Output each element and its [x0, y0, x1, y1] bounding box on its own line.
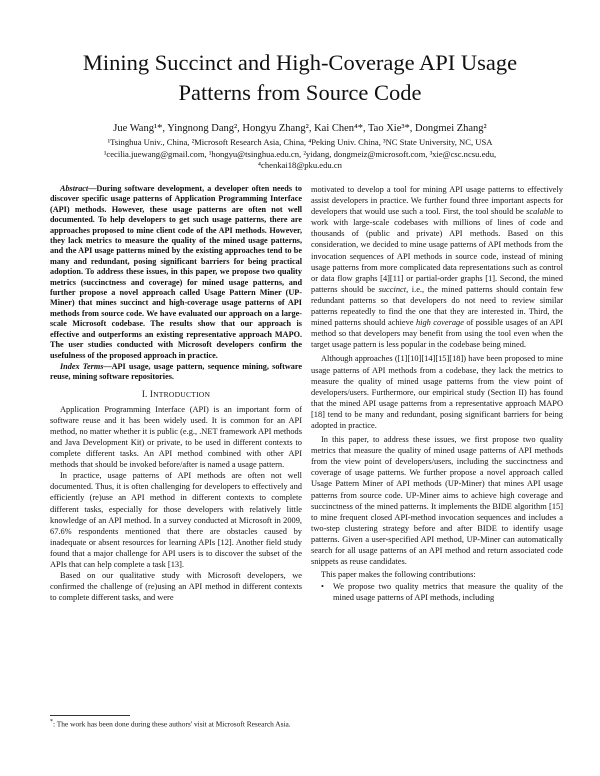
- intro-paragraph: Application Programming Interface (API) is an important form of software reuse and it has been widely used. It is common for an API method, no matter whether it is public (e.g., .NET framework API methods and Java Development Kit) or private, to be used in different contexts to complete different tasks. An API method combined with other API methods that should be invoked before/after is named a usage pattern.: [50, 404, 302, 470]
- title-line-1: Mining Succinct and High-Coverage API Usage: [82, 50, 518, 75]
- footnote-text: : The work has been done during these authors' visit at Microsoft Research Asia.: [53, 719, 291, 729]
- email-line: ¹cecilia.juewang@gmail.com, ¹hongyu@tsinghua.edu.cn, ²yidang, dongmeiz@microsoft.com, ³xie@csc.ncsu.edu,: [103, 148, 497, 159]
- paper-title: [40, 48, 560, 108]
- section-heading-introduction: I. INTRODUCTION: [141, 388, 211, 399]
- left-column: [50, 184, 302, 603]
- intro-paragraph-continued: motivated to develop a tool for mining API usage patterns to effectively assist developers in practice. We further found three important aspects for developers that would use such a tool. First, the tool should be scalable to work with large-scale codebases with millions of lines of code and thousands of (public and private) API methods. Based on this consideration, we decided to mine usage patterns of API methods from the invocation sequences of API methods in source code, instead of mining usage patterns from more complicated data representations such as control or data flow graphs [4][11] or partial-order graphs [1]. Second, the mined patterns should be succinct, i.e., the mined patterns should contain few redundant patterns so that developers do not need to review similar patterns repeatedly to find the one that they are interested in. Third, the mined patterns should achieve high coverage of possible usages of an API method so that developers may benefit from using the tool even when the target usage pattern is less popular in the codebase being mined.: [311, 185, 563, 350]
- index-terms-text: —API usage, usage pattern, sequence mining, software reuse, mining software repositories.: [50, 361, 302, 382]
- intro-paragraph: Based on our qualitative study with Microsoft developers, we confirmed the challenge of (re)using an API method in different contexts to complete different tasks, and were: [50, 571, 302, 603]
- intro-paragraph: In this paper, to address these issues, we first propose two quality metrics that measure the quality of mined usage patterns of API methods from the view point of developers/users, including the succinctness and coverage of usage patterns. We further propose a novel approach called Usage Pattern Miner of API methods (UP-Miner) that mines API usage patterns from source code. UP-Miner aims to achieve high coverage and succinctness of the mined patterns. It implements the BIDE algorithm [15] to mine frequent closed API-method invocation sequences and includes a two-step clustering strategy before and after BIDE to identify usage patterns. Given a user-specified API method, UP-Miner can automatically search for all usage patterns of an API method and return associated code snippets as reuse candidates.: [311, 435, 563, 567]
- title-line-2: Patterns from Source Code: [178, 80, 422, 105]
- emphasis-succinct: succinct: [378, 284, 407, 294]
- intro-paragraph: This paper makes the following contributions:: [321, 570, 476, 580]
- right-column: [311, 184, 563, 603]
- index-terms-label: Index Terms: [60, 361, 104, 371]
- emphasis-high-coverage: high coverage: [415, 318, 464, 328]
- footnote: [50, 718, 302, 729]
- index-terms: [50, 362, 302, 383]
- footnote-marker: *: [50, 719, 53, 725]
- abstract-label: Abstract: [60, 184, 89, 193]
- contribution-item: • We propose two quality metrics that measure the quality of the mined usage patterns of API methods, including: [333, 581, 563, 603]
- abstract-text: —During software development, a developer often needs to discover specific usage patterns of Application Programming Interface (API) methods. However, these usage patterns are often not well documented. To help developers to get such usage patterns, there are approaches proposed to mine client code of the API methods. However, they lack metrics to measure the quality of the mined usage patterns, and the API usage patterns mined by the existing approaches tend to be many and redundant, posing significant barriers for being practical adoption. To address these issues, in this paper, we propose two quality metrics (succinctness and coverage) for mined usage patterns, and further propose a novel approach called Usage Pattern Miner (UP-Miner) that mines succinct and high-coverage usage patterns of API methods from source code. We have evaluated our approach on a large-scale Microsoft codebase. The results show that our approach is effective and outperforms an existing representative approach MAPO. The user studies conducted with Microsoft developers confirm the usefulness of the proposed approach in practice.: [50, 184, 302, 360]
- emphasis-scalable: scalable: [526, 207, 555, 217]
- intro-paragraph: Although approaches ([1][10][14][15][18]) have been proposed to mine usage patterns of API methods from a codebase, they lack the metrics to measure the quality of mined usage patterns from the view point of developers/users. Furthermore, our empirical study (Section II) has found that the mined API usage patterns from a representative approach MAPO [18] tend to be many and redundant, posing significant barriers for being adopted in practice.: [311, 354, 563, 430]
- affiliation-line: ¹Tsinghua Univ., China, ²Microsoft Research Asia, China, ⁴Peking Univ. China, ³NC State University, NC, USA: [107, 137, 493, 147]
- affiliations: [30, 137, 570, 172]
- contribution-list: [311, 581, 563, 603]
- email-line: ⁴chenkai18@pku.edu.cn: [258, 160, 342, 171]
- intro-paragraph: In practice, usage patterns of API methods are often not well documented. Thus, it is often challenging for developers to effectively and efficiently (re)use an API method in different contexts to complete different tasks, especially for those developers with relatively little knowledge of an API method. In a survey conducted at Microsoft in 2009, 67.6% respondents mentioned that there are obstacles caused by inadequate or absent resources for learning APIs [12]. Another field study found that a major challenge for API users is to discover the subset of the APIs that can help complete a task [13].: [50, 471, 302, 570]
- author-list: Jue Wang¹*, Yingnong Dang², Hongyu Zhang², Kai Chen⁴*, Tao Xie³*, Dongmei Zhang²: [113, 123, 487, 134]
- footnote-divider: [50, 715, 130, 716]
- abstract: [50, 184, 302, 361]
